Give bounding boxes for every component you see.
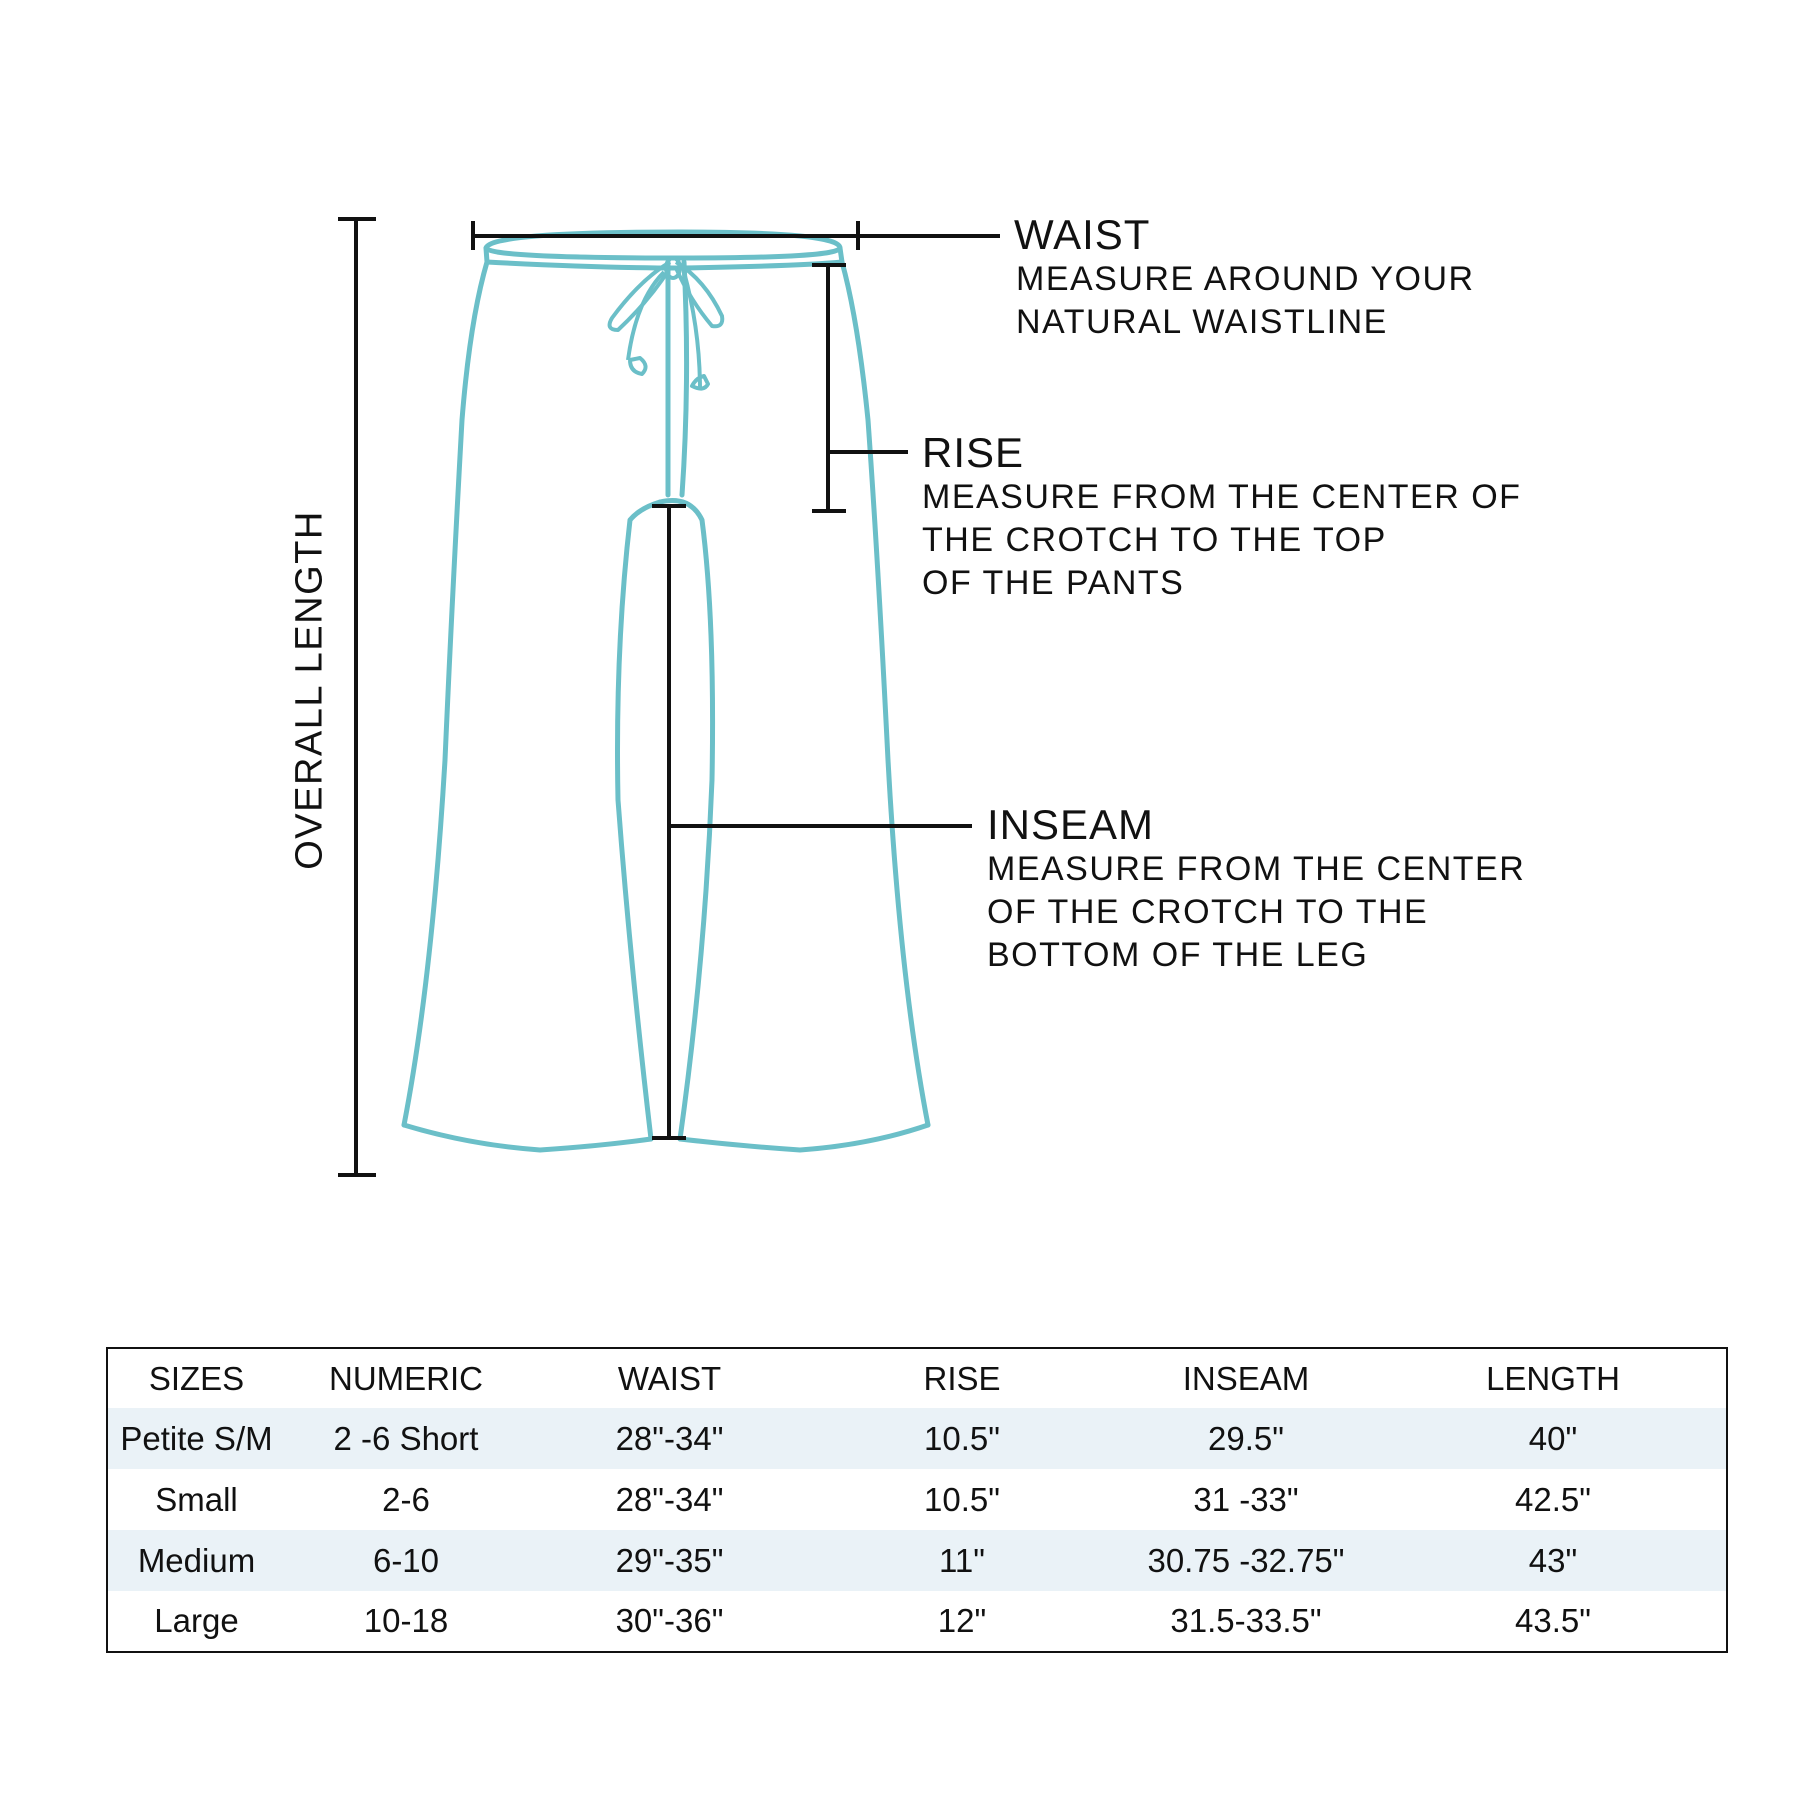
cell-numeric: 2 -6 Short xyxy=(333,1419,479,1457)
inseam-title: INSEAM xyxy=(987,801,1155,848)
cell-size: Small xyxy=(155,1480,238,1518)
header-inseam: INSEAM xyxy=(1182,1359,1310,1397)
cell-numeric: 10-18 xyxy=(363,1602,449,1639)
cell-waist: 28"-34" xyxy=(615,1480,724,1518)
cell-inseam: 31 -33" xyxy=(1193,1480,1299,1518)
rise-desc-line: THE CROTCH TO THE TOP xyxy=(922,521,1387,559)
cell-rise: 11" xyxy=(939,1541,985,1579)
cell-numeric: 6-10 xyxy=(372,1541,440,1579)
pants-outline-icon xyxy=(404,232,928,1150)
cell-waist: 28"-34" xyxy=(615,1419,724,1457)
header-sizes: SIZES xyxy=(148,1359,245,1397)
rise-callout xyxy=(922,430,1521,605)
cell-rise: 12" xyxy=(937,1602,987,1639)
cell-inseam: 31.5-33.5" xyxy=(1170,1602,1322,1639)
rise-desc-line: MEASURE FROM THE CENTER OF xyxy=(922,478,1522,516)
table-row xyxy=(107,1591,1727,1652)
cell-numeric: 2-6 xyxy=(382,1480,430,1518)
header-length: LENGTH xyxy=(1486,1359,1620,1397)
cell-size: Medium xyxy=(137,1541,256,1579)
rise-title: RISE xyxy=(922,429,1025,476)
inseam-desc-line: MEASURE FROM THE CENTER xyxy=(987,850,1526,888)
table-row xyxy=(107,1469,1727,1530)
table-row xyxy=(107,1408,1727,1469)
cell-waist: 30"-36" xyxy=(615,1602,724,1639)
waist-desc-line: NATURAL WAISTLINE xyxy=(1016,303,1388,341)
inseam-callout xyxy=(987,802,1525,977)
header-rise: RISE xyxy=(923,1359,1001,1397)
waist-callout xyxy=(1014,212,1475,344)
cell-length: 43.5" xyxy=(1515,1602,1591,1639)
cell-length: 42.5" xyxy=(1515,1480,1591,1518)
cell-size: Petite S/M xyxy=(120,1419,273,1457)
cell-waist: 29"-35" xyxy=(615,1541,724,1579)
inseam-desc-line: OF THE CROTCH TO THE xyxy=(987,893,1429,931)
waist-desc-line: MEASURE AROUND YOUR xyxy=(1016,260,1475,298)
inseam-desc-line: BOTTOM OF THE LEG xyxy=(987,936,1369,974)
cell-inseam: 29.5" xyxy=(1208,1419,1284,1457)
header-numeric: NUMERIC xyxy=(329,1359,483,1397)
cell-length: 40" xyxy=(1528,1419,1578,1457)
cell-size: Large xyxy=(154,1602,239,1639)
header-waist: WAIST xyxy=(617,1359,722,1397)
table-row xyxy=(107,1530,1727,1591)
size-chart-table xyxy=(106,1347,1728,1653)
overall-length-text: OVERALL LENGTH xyxy=(288,510,331,870)
cell-length: 43" xyxy=(1528,1541,1578,1579)
cell-inseam: 30.75 -32.75" xyxy=(1147,1541,1345,1579)
table-header-row xyxy=(107,1348,1727,1408)
cell-rise: 10.5" xyxy=(924,1419,1000,1457)
waist-title: WAIST xyxy=(1014,211,1151,258)
cell-rise: 10.5" xyxy=(924,1480,1000,1518)
rise-desc-line: OF THE PANTS xyxy=(922,564,1185,602)
